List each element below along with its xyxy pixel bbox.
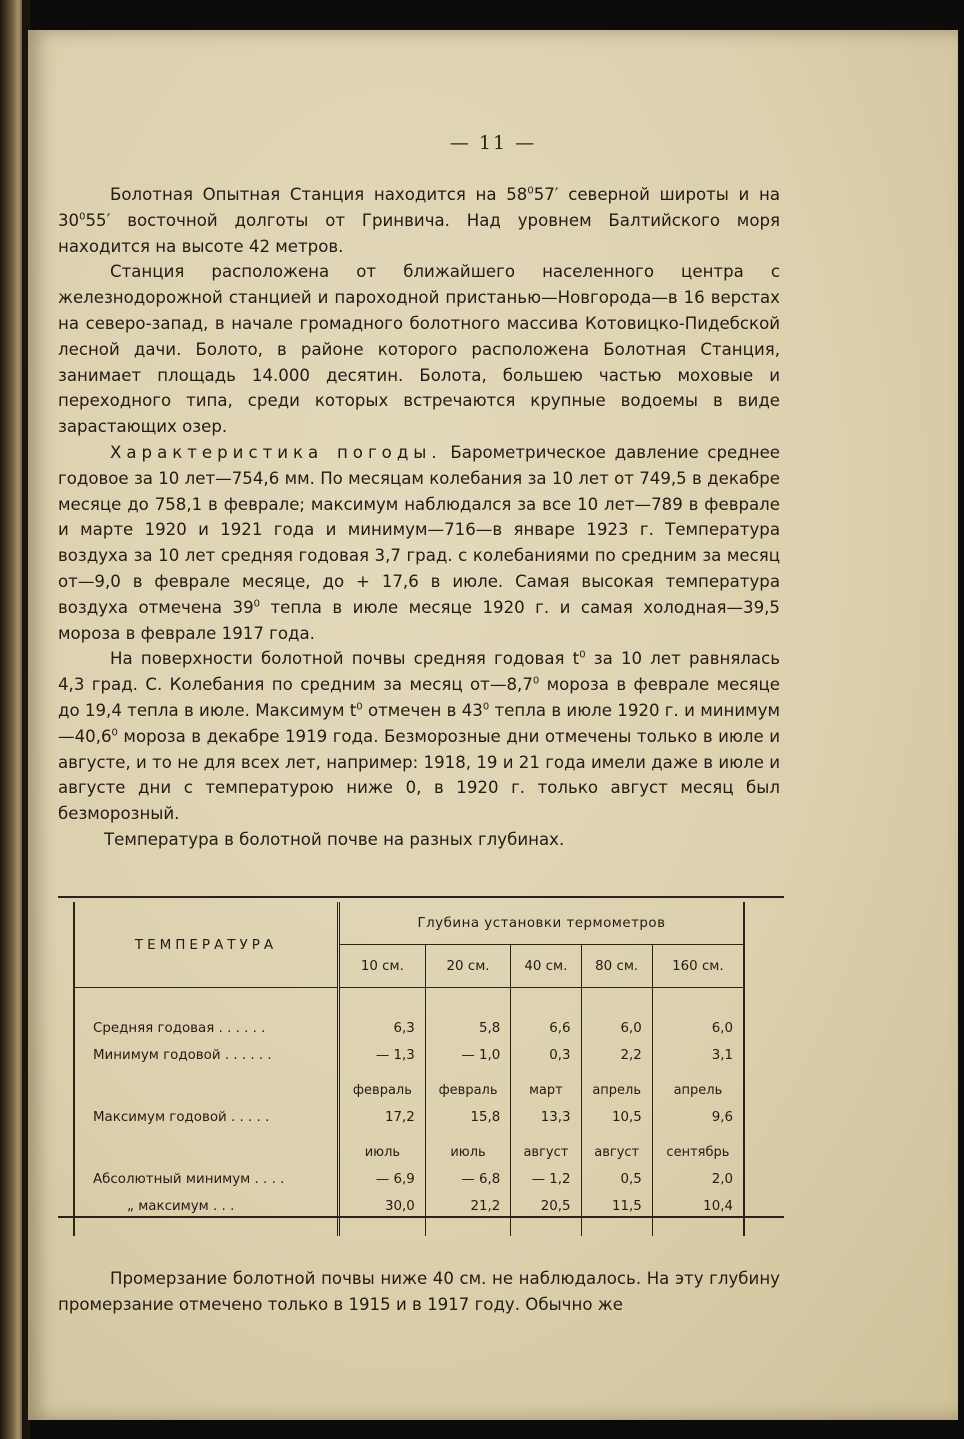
table-cell: 0,5	[581, 1166, 652, 1193]
month-cell: июль	[339, 1131, 426, 1166]
month-row	[74, 1131, 744, 1166]
paragraph-weather: Характеристика погоды. Барометрическое давление среднее годовое за 10 лет—754,6 мм. По месяцам колебания за 10 лет от 749,5 в декабре месяце до 758,1 в феврале; максимум наблюдался за все 10 лет—789 в феврале и марте 1920 и 1921 года и минимум—716—в январе 1923 г. Температура воздуха за 10 лет средняя годовая 3,7 град. с колебаниями по средним за месяц от—9,0 в феврале месяце, до + 17,6 в июле. Самая высокая температура воздуха отмечена $39^0$ тепла в июле месяце 1920 г. и самая холодная—39,5 мороза в феврале 1917 года.	[58, 442, 781, 643]
depth-header: 10 см.	[339, 945, 426, 988]
table-row	[74, 1015, 744, 1042]
table-cell: 21,2	[425, 1193, 510, 1220]
table-cell: 15,8	[425, 1104, 510, 1131]
table-caption: Температура в болотной почве на разных глубинах.	[104, 829, 565, 849]
month-cell: август	[581, 1131, 652, 1166]
table-cell: 3,1	[711, 1048, 733, 1063]
paragraph-freezing: Промерзание болотной почвы ниже 40 см. не наблюдалось. На эту глубину промерзание отмечено только в 1915 и в 1917 году. Обычно же	[58, 1269, 780, 1314]
table-cell: 6,3	[339, 1015, 426, 1042]
intro-text	[58, 182, 780, 853]
table-row	[74, 1042, 744, 1069]
table-row	[74, 1104, 744, 1131]
paragraph-station: Станция расположена от ближайшего населенного центра с железнодорожной станцией и пароходной пристанью—Новгорода—в 16 верстах на северо-запад, в начале громадного болотного массива Котовицко-Пидебской лесной дачи. Болото, в районе которого расположена Болотная Станция, занимает площадь 14.000 десятин. Болота, большею частью моховые и переходного типа, среди которых встречаются крупные водоемы в виде зарастающих озер.	[58, 262, 780, 437]
table-cell: — 1,2	[511, 1166, 581, 1193]
weather-heading: Характеристика погоды.	[110, 442, 442, 462]
table-cell: — 6,8	[425, 1166, 510, 1193]
table-cell: 2,0	[711, 1172, 733, 1187]
paragraph-location: Болотная Опытная Станция находится на $58^057'$ северной широты и на $30^055'$ восточной долготы от Гринвича. Над уровнем Балтийского моря находится на высоте 42 метров.	[58, 185, 780, 256]
table-cell: 2,2	[581, 1042, 652, 1069]
table-cell: 5,8	[425, 1015, 510, 1042]
page-number: — 11 —	[449, 132, 537, 154]
month-cell: август	[511, 1131, 581, 1166]
table-cell: 10,5	[581, 1104, 652, 1131]
table-bottom-rule	[58, 1216, 784, 1218]
table-cell: — 1,0	[425, 1042, 510, 1069]
table-cell: — 1,3	[339, 1042, 426, 1069]
table-cell: 6,0	[711, 1021, 733, 1036]
table-cell: 30,0	[339, 1193, 426, 1220]
month-cell: апрель	[673, 1082, 723, 1098]
final-text	[58, 1266, 780, 1318]
soil-temperature-table	[73, 902, 745, 1236]
row-label: Средняя годовая . . . . . .	[74, 1015, 339, 1042]
month-cell: сентябрь	[666, 1144, 730, 1160]
month-cell: февраль	[339, 1069, 426, 1104]
table-cell: 20,5	[511, 1193, 581, 1220]
month-row	[74, 1069, 744, 1104]
month-cell: апрель	[581, 1069, 652, 1104]
row-label: Абсолютный минимум . . . .	[74, 1166, 339, 1193]
table-top-rule	[58, 896, 784, 898]
table-cell: — 6,9	[339, 1166, 426, 1193]
table-row	[74, 1166, 744, 1193]
table-cell: 17,2	[339, 1104, 426, 1131]
plus-sign: +	[356, 571, 370, 591]
depth-header: 40 см.	[511, 945, 581, 988]
table-cell: 11,5	[581, 1193, 652, 1220]
row-label: Максимум годовой . . . . .	[74, 1104, 339, 1131]
table-cell: 0,3	[511, 1042, 581, 1069]
table-row-header: ТЕМПЕРАТУРА	[74, 902, 339, 988]
paragraph-soil: На поверхности болотной почвы средняя годовая $t^0$ за 10 лет равнялась 4,3 град. С. Колебания по средним за месяц $от—8,7^0$ мороза в феврале месяце до 19,4 тепла в июле. Максимум $t^0$ отмечен в $43^0$ тепла в июле 1920 г. и минимум—40,6$^0$ мороза в декабре 1919 года. Безморозные дни отмечены только в июле и августе, и то не для всех лет, например: 1918, 19 и 21 года имели даже в июле и августе дни с температурою ниже 0, в 1920 г. только август месяц был безморозный.	[58, 649, 780, 824]
month-cell: февраль	[425, 1069, 510, 1104]
row-label: „ максимум . . .	[74, 1193, 339, 1220]
month-cell: март	[511, 1069, 581, 1104]
table-cell: 9,6	[711, 1110, 733, 1125]
book-page	[28, 30, 958, 1420]
depth-header: 20 см.	[425, 945, 510, 988]
table-group-header: Глубина установки термометров	[339, 902, 745, 945]
depth-header: 160 см.	[652, 945, 744, 988]
table-cell: 6,6	[511, 1015, 581, 1042]
table-cell: 6,0	[581, 1015, 652, 1042]
row-label: Минимум годовой . . . . . .	[74, 1042, 339, 1069]
month-cell: июль	[425, 1131, 510, 1166]
depth-header: 80 см.	[581, 945, 652, 988]
table-cell: 10,4	[703, 1199, 733, 1214]
table-cell: 13,3	[511, 1104, 581, 1131]
